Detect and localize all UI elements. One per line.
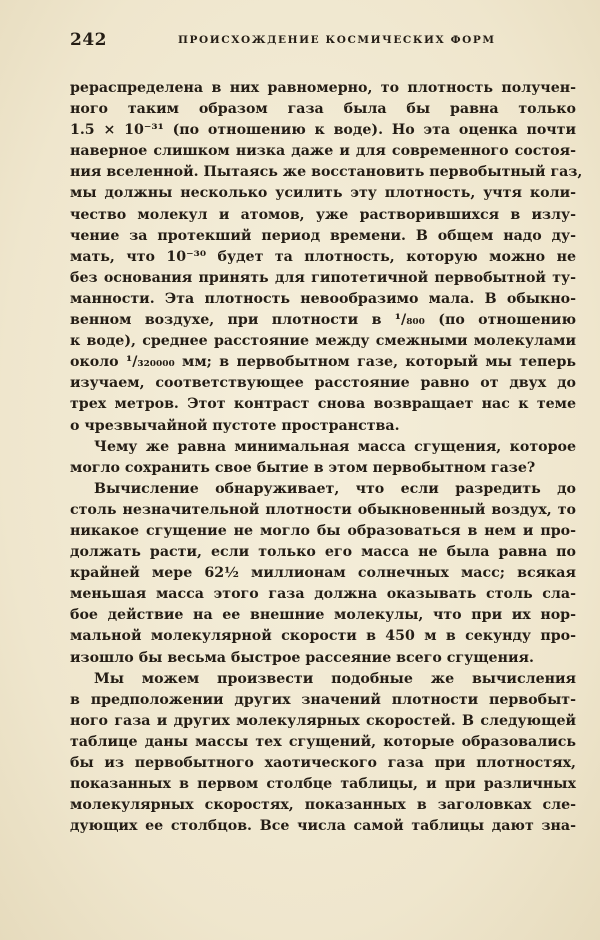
text-line: без основания принять для гипотетичной первобытной ту- xyxy=(70,269,576,286)
text-line: ного таким образом газа была бы равна только xyxy=(70,101,576,118)
text-line: бы из первобытного хаотического газа при плотностях, xyxy=(70,755,576,771)
text-line: мальной молекулярной скорости в 450 м в секунду про- xyxy=(70,628,576,645)
text-line: манности. Эта плотность невообразимо мала. В обыкно- xyxy=(70,290,576,307)
text-line: изошло бы весьма быстрое рассеяние всего сгущения. xyxy=(70,649,534,666)
text-line: Чему же равна минимальная масса сгущения, которое xyxy=(94,438,576,455)
paragraph-2 xyxy=(70,437,576,479)
text-line: ного газа и других молекулярных скоростей. В следующей xyxy=(70,712,576,729)
text-line: в предположении других значений плотности первобыт- xyxy=(70,691,576,708)
text-line: таблице даны массы тех сгущений, которые образовались xyxy=(70,733,576,750)
body-text xyxy=(70,78,583,837)
text-line: около ¹/₃₂₀₀₀₀ мм; в первобытном газе, который мы теперь xyxy=(70,354,576,371)
text-line: мать, что 10⁻³⁰ будет та плотность, которую можно не xyxy=(70,248,576,265)
running-title: ПРОИСХОЖДЕНИЕ КОСМИЧЕСКИХ ФОРМ xyxy=(178,34,496,46)
text-line: чество молекул и атомов, уже растворившихся в излу- xyxy=(70,206,576,223)
paragraph-4 xyxy=(70,669,576,838)
text-line: мы должны несколько усилить эту плотность, учтя коли- xyxy=(70,185,576,202)
text-line: чение за протекший период времени. В общем надо ду- xyxy=(70,227,576,244)
text-line: никакое сгущение не могло бы образоваться в нем и про- xyxy=(70,522,576,539)
text-line: Мы можем произвести подобные же вычисления xyxy=(94,670,576,687)
text-line: ния вселенной. Пытаясь же восстановить первобытный газ, xyxy=(70,164,583,181)
text-line: показанных в первом столбце таблицы, и при различных xyxy=(70,776,576,793)
text-line: дующих ее столбцов. Все числа самой таблицы дают зна- xyxy=(70,818,576,835)
text-line: могло сохранить свое бытие в этом первобытном газе? xyxy=(70,459,536,476)
text-line: о чрезвычайной пустоте пространства. xyxy=(70,417,400,434)
text-line: венном воздухе, при плотности в ¹/₈₀₀ (по отношению xyxy=(70,312,576,329)
text-line: меньшая масса этого газа должна оказывать столь сла- xyxy=(70,586,576,603)
paragraph-3 xyxy=(70,479,576,669)
text-line: рераспределена в них равномерно, то плотность получен- xyxy=(70,80,576,96)
text-line: трех метров. Этот контраст снова возвращает нас к теме xyxy=(70,396,576,413)
text-line: Вычисление обнаруживает, что если разредить до xyxy=(94,480,576,497)
text-line: изучаем, соответствующее расстояние равно от двух до xyxy=(70,375,576,392)
text-line: крайней мере 62½ миллионам солнечных масс; всякая xyxy=(70,565,576,582)
text-line: столь незначительной плотности обыкновенный воздух, то xyxy=(70,501,576,518)
paragraph-1 xyxy=(70,78,583,437)
page-header xyxy=(70,30,550,54)
text-line: 1.5 × 10⁻³¹ (по отношению к воде). Но эта оценка почти xyxy=(70,122,576,139)
text-line: наверное слишком низка даже и для современного состоя- xyxy=(70,143,576,160)
page-number: 242 xyxy=(70,30,107,50)
text-line: должать расти, если только его масса не была равна по xyxy=(70,544,576,561)
text-line: молекулярных скоростях, показанных в заголовках сле- xyxy=(70,797,576,814)
text-line: к воде), среднее расстояние между смежными молекулами xyxy=(70,333,576,350)
text-line: бое действие на ее внешние молекулы, что при их нор- xyxy=(70,607,576,624)
